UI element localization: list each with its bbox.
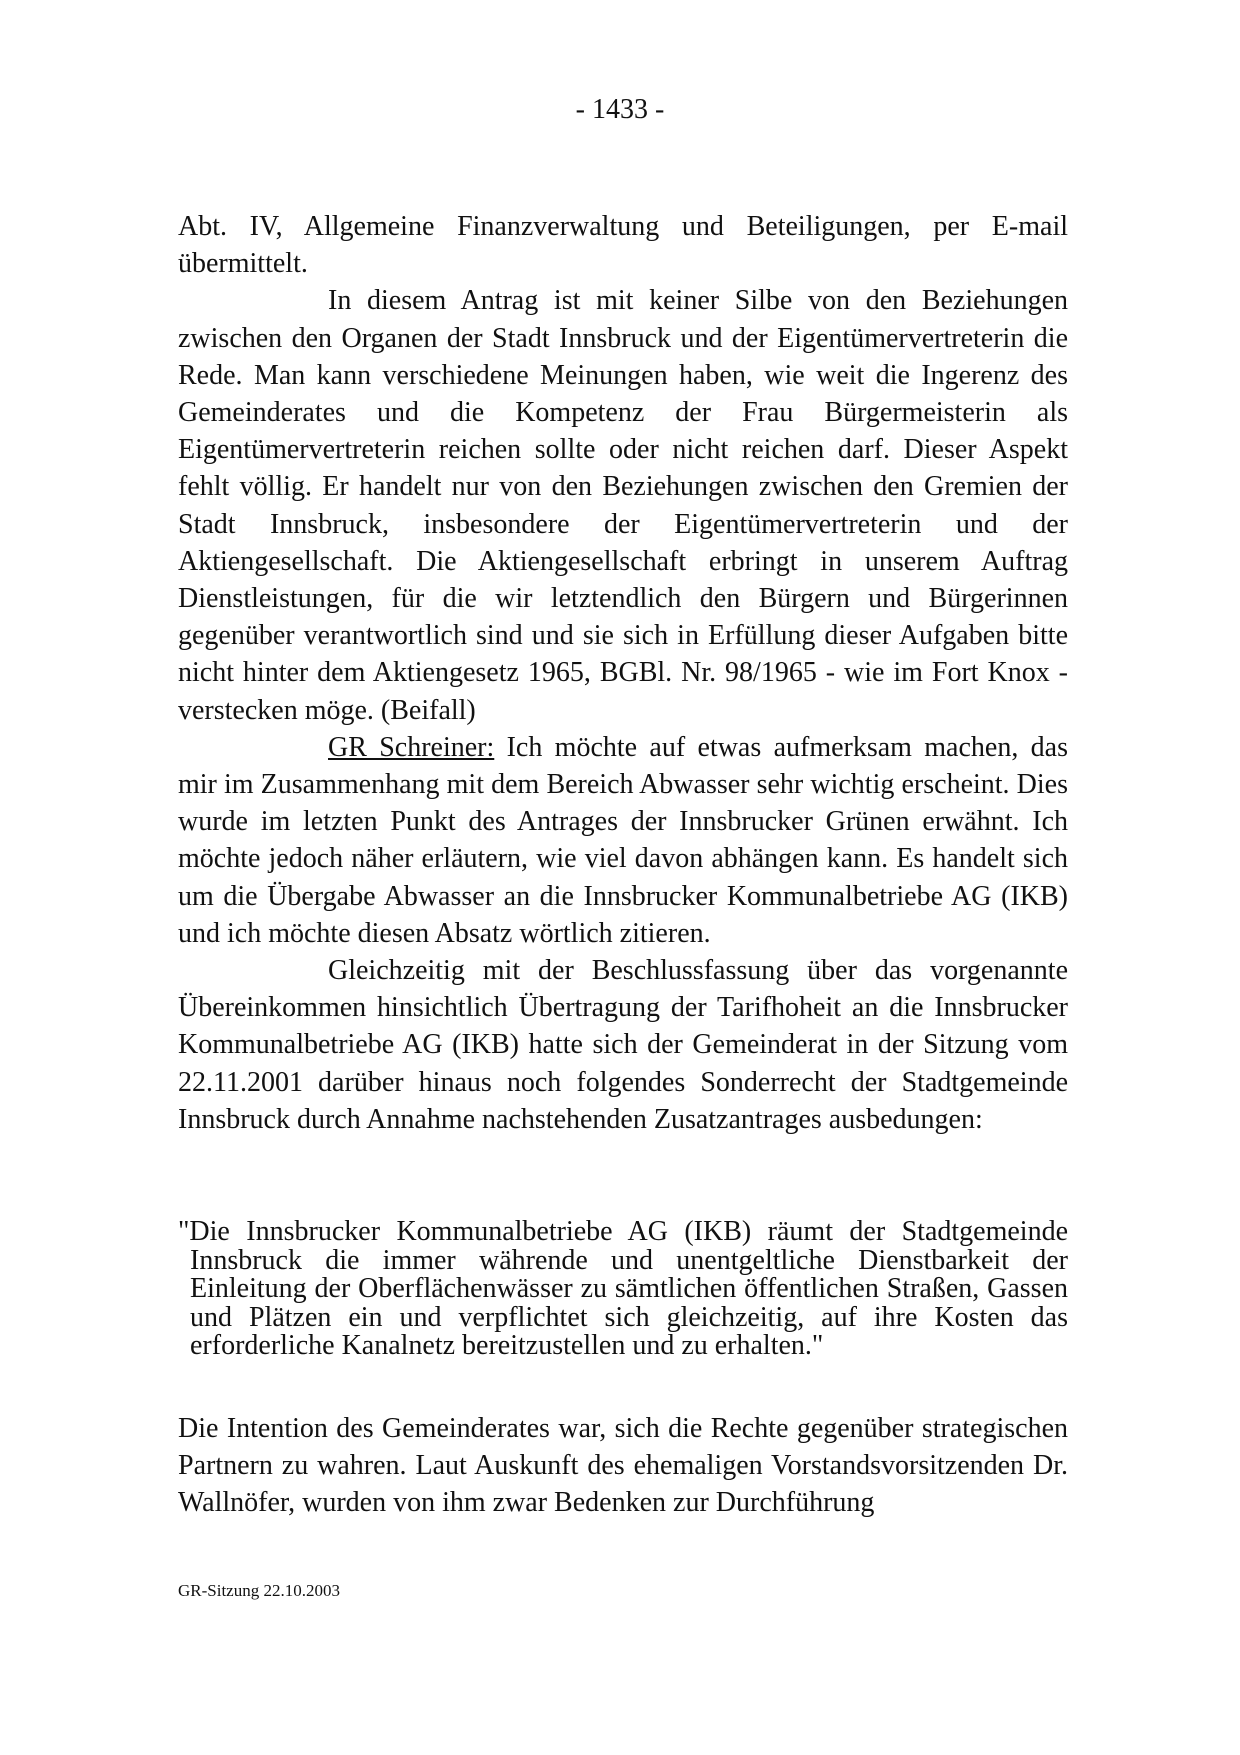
- body-text: [178, 208, 1068, 1138]
- paragraph-3: [178, 729, 1068, 952]
- page-number: - 1433 -: [575, 94, 665, 125]
- quote-text: "Die Innsbrucker Kommunalbetriebe AG (IKB) räumt der Stadtgemeinde Innsbruck die immer währende und unentgeltliche Dienstbarkeit der Einleitung der Oberflächenwässer zu sämtlichen öffentlichen Straßen, Gassen und Plätzen ein und verpflichtet sich gleichzeitig, auf ihre Kosten das erforderliche Kanalnetz bereitzustellen und zu erhalten.": [178, 1216, 1068, 1361]
- speaker-name: GR Schreiner:: [328, 731, 495, 763]
- paragraph-2: In diesem Antrag ist mit keiner Silbe von den Beziehungen zwischen den Organen der Stadt Innsbruck und der Eigentümervertreterin die Rede. Man kann verschiedene Meinungen haben, wie weit die Ingerenz des Gemeinderates und die Kompetenz der Frau Bürgermeisterin als Eigentümervertreterin reichen sollte oder nicht reichen darf. Dieser Aspekt fehlt völlig. Er handelt nur von den Beziehungen zwischen den Gremien der Stadt Innsbruck, insbesondere der Eigentümervertreterin und der Aktiengesellschaft. Die Aktiengesellschaft erbringt in unserem Auftrag Dienstleistungen, für die wir letztendlich den Bürgern und Bürgerinnen gegenüber verantwortlich sind und sie sich in Erfüllung dieser Aufgaben bitte nicht hinter dem Aktiengesetz 1965, BGBl. Nr. 98/1965 - wie im Fort Knox - verstecken möge. (Beifall): [178, 285, 1068, 726]
- paragraph-1: Abt. IV, Allgemeine Finanzverwaltung und Beteiligungen, per E-mail übermittelt.: [178, 211, 1068, 280]
- paragraph-4: Gleichzeitig mit der Beschlussfassung über das vorgenannte Übereinkommen hinsichtlich Übertragung der Tarifhoheit an die Innsbrucker Kommunalbetriebe AG (IKB) hatte sich der Gemeinderat in der Sitzung vom 22.11.2001 darüber hinaus noch folgendes Sonderrecht der Stadtgemeinde Innsbruck durch Annahme nachstehenden Zusatzantrages ausbedungen:: [178, 955, 1068, 1135]
- closing-text: [178, 1410, 1068, 1522]
- block-quote: [178, 1218, 1068, 1361]
- paragraph-5: Die Intention des Gemeinderates war, sich die Rechte gegenüber strategischen Partnern zu wahren. Laut Auskunft des ehemaligen Vorstandsvorsitzenden Dr. Wallnöfer, wurden von ihm zwar Bedenken zur Durchführung: [178, 1413, 1068, 1519]
- page-footer: GR-Sitzung 22.10.2003: [178, 1581, 340, 1600]
- paragraph-3-text: Ich möchte auf etwas aufmerksam machen, das mir im Zusammenhang mit dem Bereich Abwasser sehr wichtig erscheint. Dies wurde im letzten Punkt des Antrages der Innsbrucker Grünen erwähnt. Ich möchte jedoch näher erläutern, wie viel davon abhängen kann. Es handelt sich um die Übergabe Abwasser an die Innsbrucker Kommunalbetriebe AG (IKB) und ich möchte diesen Absatz wörtlich zitieren.: [178, 731, 1068, 949]
